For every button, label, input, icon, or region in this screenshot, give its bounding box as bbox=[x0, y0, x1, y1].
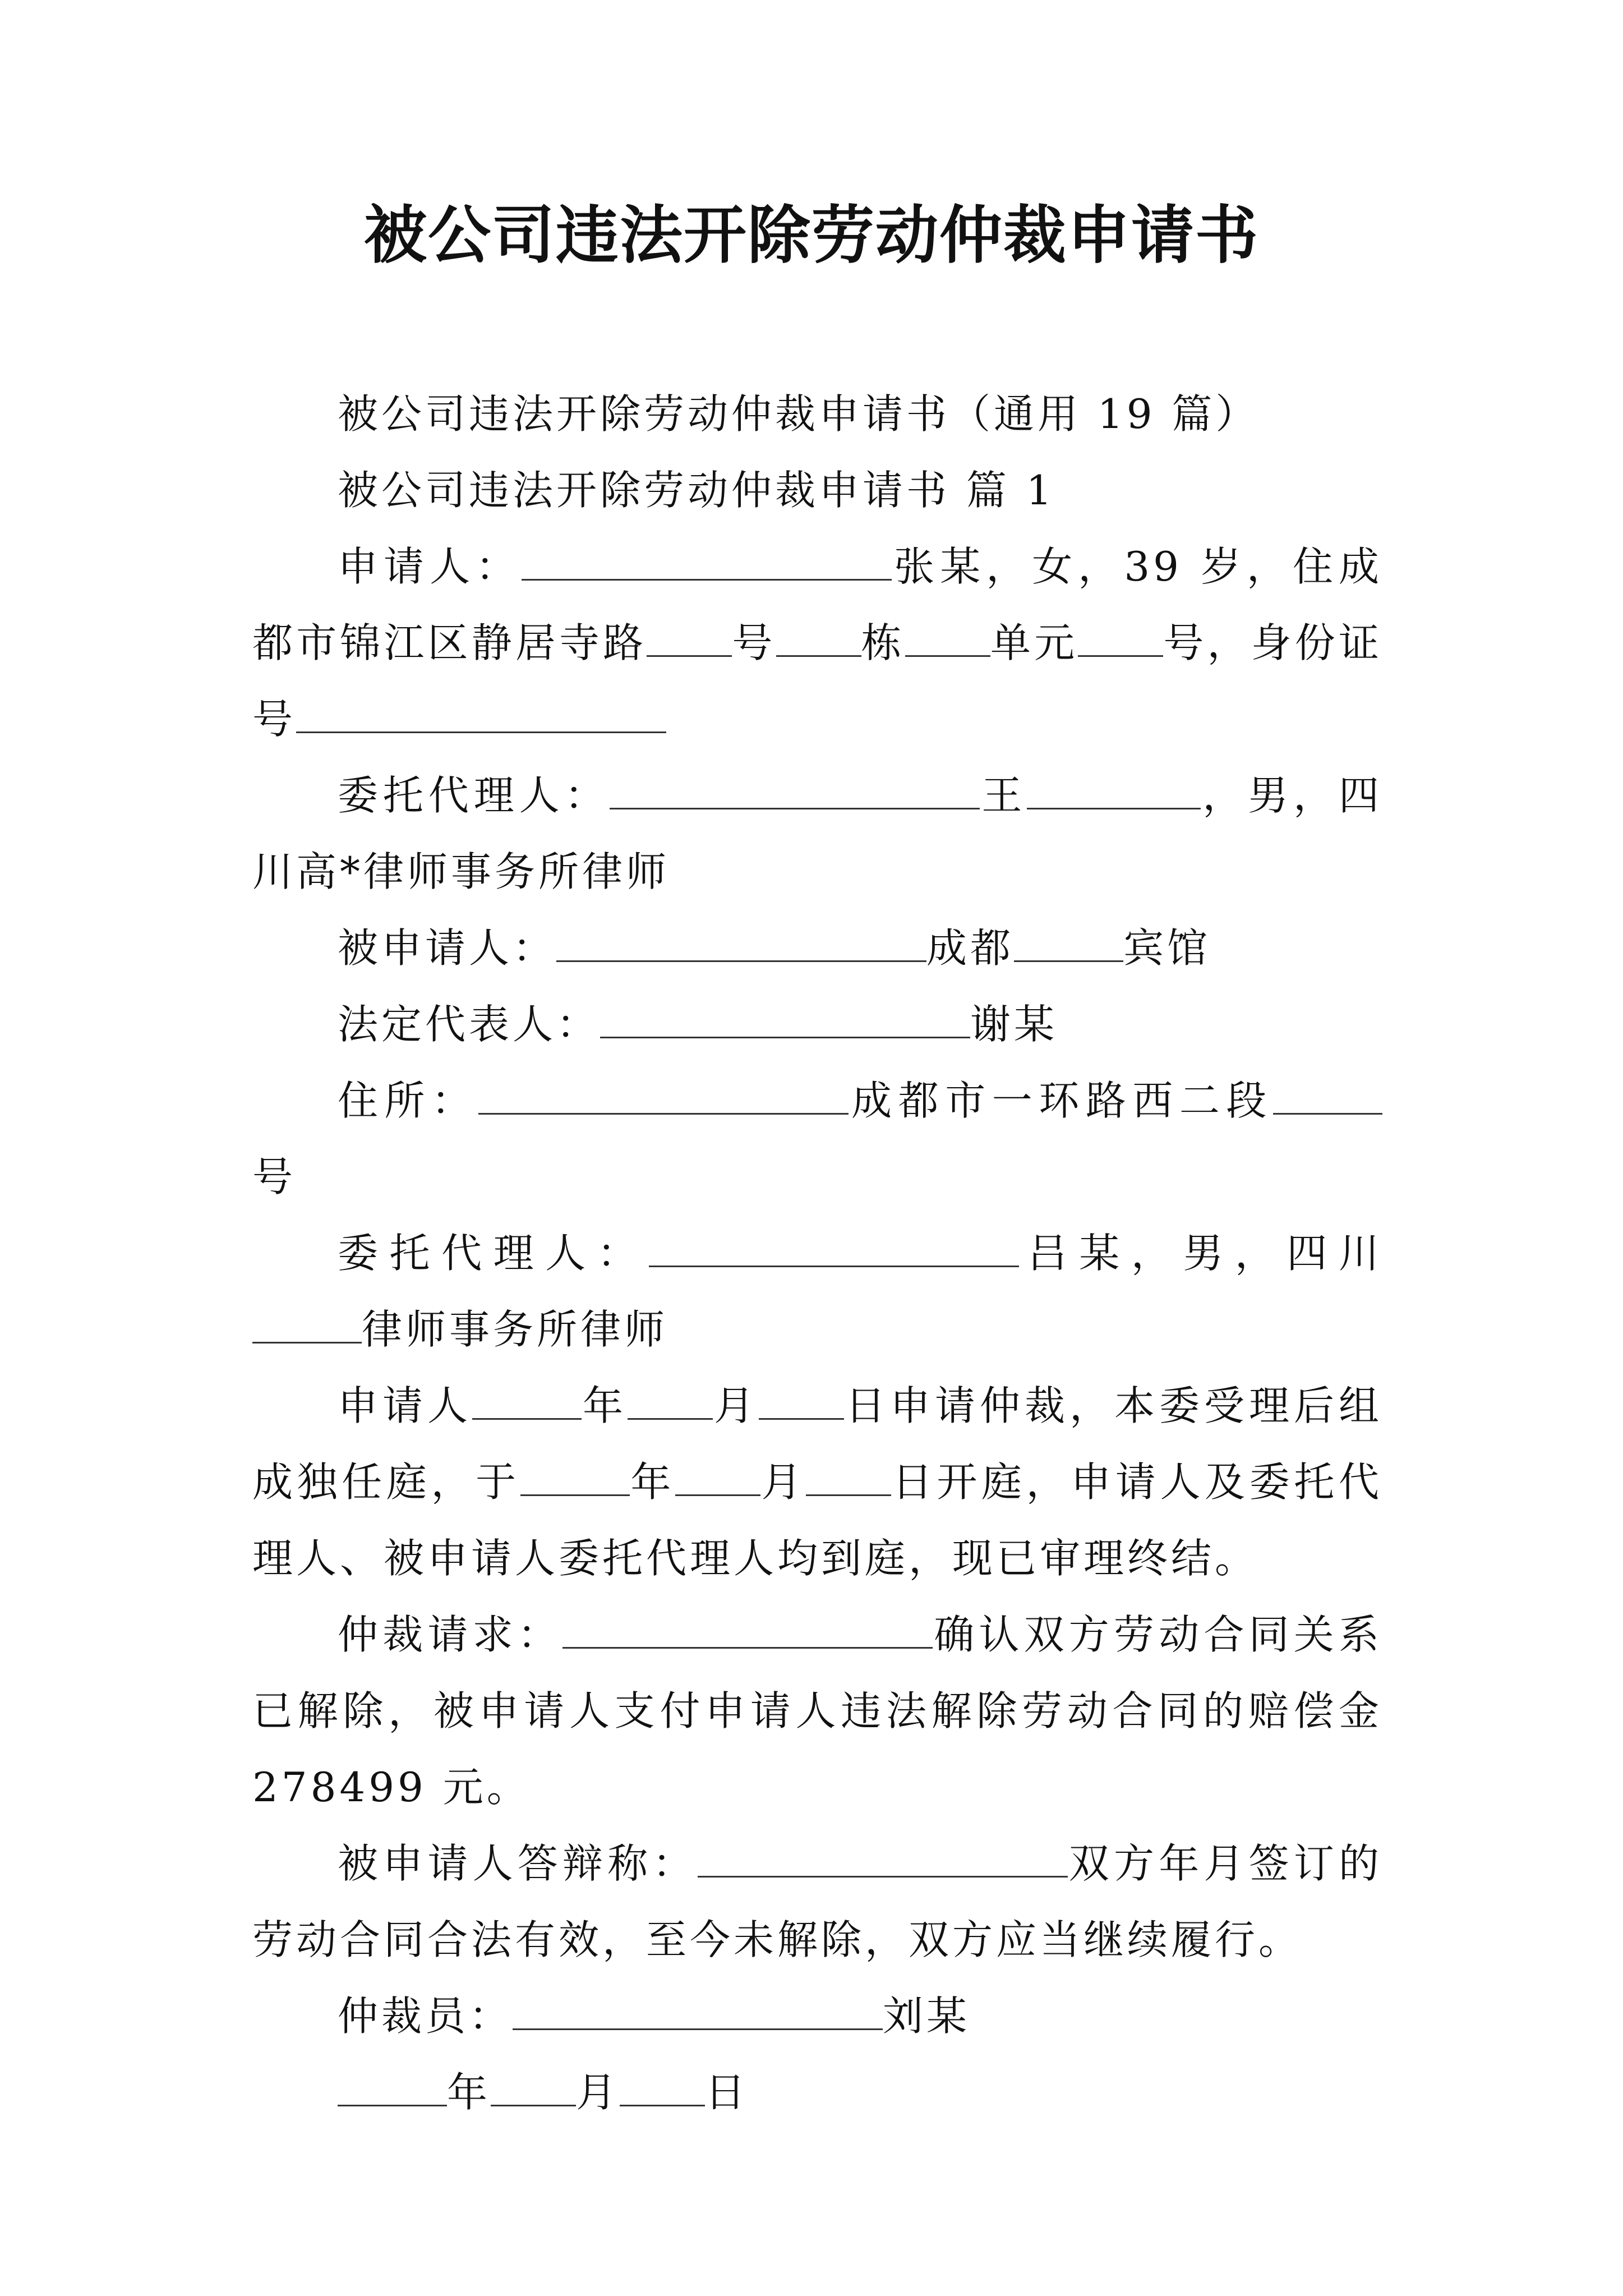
blank-line bbox=[491, 2069, 576, 2106]
date-line bbox=[252, 2054, 1382, 2131]
blank-line bbox=[649, 1230, 1019, 1267]
respondent-paragraph bbox=[252, 910, 1382, 986]
blank-line bbox=[472, 1382, 582, 1420]
applicant-paragraph bbox=[252, 528, 1382, 757]
blank-line bbox=[647, 619, 732, 657]
blank-line bbox=[252, 1306, 362, 1343]
procedure-nian: 年 bbox=[582, 1382, 628, 1429]
applicant-id-label: 号，身份证号 bbox=[252, 619, 1382, 743]
applicant-danyuan: 单元 bbox=[990, 619, 1078, 666]
blank-line bbox=[1078, 619, 1163, 657]
procedure-yue: 月 bbox=[713, 1382, 759, 1429]
blank-line bbox=[562, 1611, 933, 1649]
legal-rep-paragraph bbox=[252, 986, 1382, 1062]
blank-line bbox=[1027, 772, 1201, 809]
procedure-paragraph bbox=[252, 1368, 1382, 1596]
blank-line bbox=[905, 619, 990, 657]
blank-line bbox=[628, 1382, 713, 1420]
blank-line bbox=[1273, 1077, 1382, 1115]
arbitrator-paragraph bbox=[252, 1978, 1382, 2054]
document-body bbox=[252, 376, 1382, 2131]
blank-line bbox=[478, 1077, 849, 1115]
blank-line bbox=[698, 1840, 1068, 1878]
agent2-paragraph bbox=[252, 1215, 1382, 1368]
legal-rep-label: 法定代表人： bbox=[338, 1001, 601, 1048]
blank-line bbox=[296, 696, 666, 733]
applicant-dong: 栋 bbox=[861, 619, 905, 666]
blank-line bbox=[675, 1458, 760, 1496]
procedure-p1: 申请人 bbox=[338, 1382, 472, 1429]
procedure-nian-2: 年 bbox=[629, 1458, 675, 1506]
blank-line bbox=[600, 1001, 970, 1038]
blank-line bbox=[759, 1382, 844, 1420]
agent2-text1: 吕某，男，四川 bbox=[1019, 1230, 1382, 1277]
claim-text: 确认双方劳动合同关系已解除，被申请人支付申请人违法解除劳动合同的赔偿金 278499 元。 bbox=[252, 1611, 1382, 1811]
claim-paragraph bbox=[252, 1596, 1382, 1825]
date-yue: 月 bbox=[576, 2069, 620, 2116]
defense-label: 被申请人答辩称： bbox=[338, 1840, 698, 1887]
claim-label: 仲裁请求： bbox=[338, 1611, 562, 1658]
section-heading: 被公司违法开除劳动仲裁申请书 篇 1 bbox=[338, 467, 1055, 514]
respondent-text1: 成都 bbox=[926, 924, 1015, 972]
applicant-hao: 号 bbox=[732, 619, 776, 666]
defense-paragraph bbox=[252, 1825, 1382, 1978]
blank-line bbox=[776, 619, 861, 657]
document-title: 被公司违法开除劳动仲裁申请书 bbox=[364, 199, 1259, 272]
blank-line bbox=[338, 2069, 447, 2106]
respondent-text2: 宾馆 bbox=[1123, 924, 1211, 972]
date-ri: 日 bbox=[705, 2069, 749, 2116]
arbitrator-label: 仲裁员： bbox=[338, 1993, 513, 2040]
procedure-p2: 日申请仲裁，本委受理后组成独任庭，于 bbox=[252, 1382, 1382, 1506]
blank-line bbox=[620, 2069, 705, 2106]
blank-line bbox=[610, 772, 980, 809]
agent1-name: 王 bbox=[980, 772, 1027, 819]
subtitle-paragraph: 被公司违法开除劳动仲裁申请书（通用 19 篇） bbox=[338, 390, 1260, 438]
blank-line bbox=[1014, 924, 1123, 962]
blank-line bbox=[806, 1458, 891, 1496]
blank-line bbox=[556, 924, 926, 962]
blank-line bbox=[522, 543, 892, 581]
agent1-tail: ，男，四川高*律师事务所律师 bbox=[252, 772, 1382, 895]
blank-line bbox=[513, 1993, 883, 2030]
applicant-text: 张某，女，39 岁，住成都市锦江区静居寺路 bbox=[252, 543, 1382, 666]
agent1-label: 委托代理人： bbox=[338, 772, 610, 819]
respondent-label: 被申请人： bbox=[338, 924, 557, 972]
blank-line bbox=[520, 1458, 630, 1496]
arbitrator-name: 刘某 bbox=[883, 1993, 971, 2040]
legal-rep-name: 谢某 bbox=[970, 1001, 1058, 1048]
procedure-yue-2: 月 bbox=[760, 1458, 806, 1506]
applicant-label: 申请人： bbox=[338, 543, 522, 590]
agent2-label: 委托代理人： bbox=[338, 1230, 649, 1277]
defense-text: 双方年月签订的劳动合同合法有效，至今未解除，双方应当继续履行。 bbox=[252, 1840, 1382, 1963]
date-nian: 年 bbox=[447, 2069, 491, 2116]
address-hao: 号 bbox=[252, 1153, 297, 1200]
agent1-paragraph bbox=[252, 757, 1382, 910]
agent2-text2: 律师事务所律师 bbox=[362, 1306, 668, 1353]
address-paragraph bbox=[252, 1062, 1382, 1215]
address-label: 住所： bbox=[338, 1077, 478, 1124]
procedure-p3: 日开庭，申请人及委托代理人、被申请人委托代理人均到庭，现已审理终结。 bbox=[252, 1458, 1382, 1582]
address-text: 成都市一环路西二段 bbox=[848, 1077, 1273, 1124]
